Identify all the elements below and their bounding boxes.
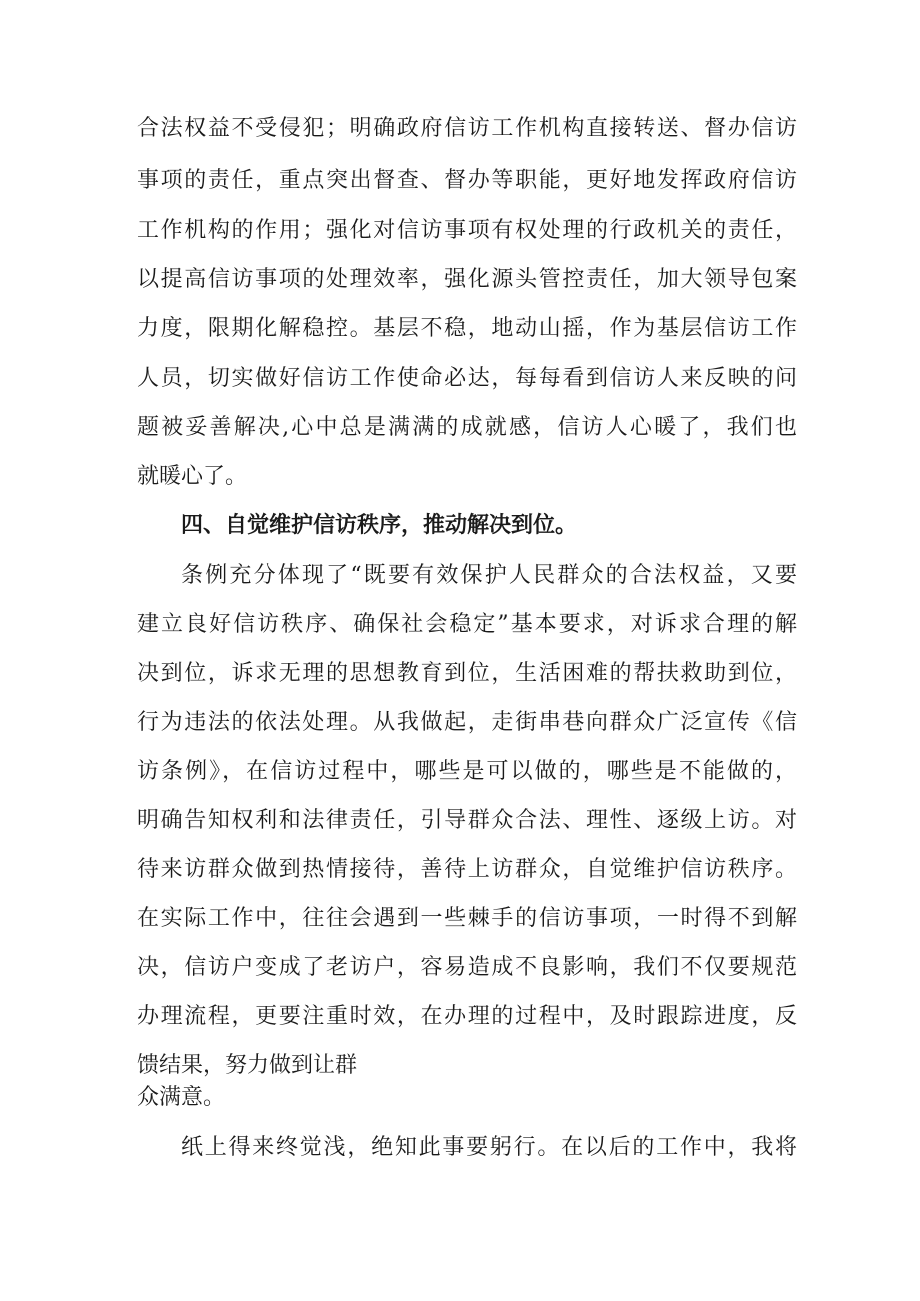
paragraph-line: 事项的责任，重点突出督查、督办等职能，更好地发挥政府信访 xyxy=(137,168,797,193)
paragraph-line: 以提高信访事项的处理效率，强化源头管控责任，加大领导包案 xyxy=(137,267,797,292)
paragraph-line: 纸上得来终觉浅，绝知此事要躬行。在以后的工作中，我将 xyxy=(181,1135,797,1160)
paragraph-line: 待来访群众做到热情接待，善待上访群众，自觉维护信访秩序。 xyxy=(137,857,797,882)
paragraph-line: 办理流程，更要注重时效，在办理的过程中，及时跟踪进度，反 xyxy=(137,1004,797,1029)
section-heading: 四、自觉维护信访秩序，推动解决到位。 xyxy=(181,513,578,538)
paragraph-line: 建立良好信访秩序、确保社会稳定”基本要求，对诉求合理的解 xyxy=(137,612,797,637)
paragraph-line: 条例充分体现了“既要有效保护人民群众的合法权益，又要 xyxy=(181,563,797,588)
paragraph-line: 力度，限期化解稳控。基层不稳，地动山摇，作为基层信访工作 xyxy=(137,316,797,341)
paragraph-line: 人员，切实做好信访工作使命必达，每每看到信访人来反映的问 xyxy=(137,366,797,391)
paragraph-line: 众满意。 xyxy=(137,1085,226,1110)
paragraph-line: 题被妥善解决,心中总是满满的成就感，信访人心暖了，我们也 xyxy=(137,415,797,440)
paragraph-line: 行为违法的依法处理。从我做起，走街串巷向群众广泛宣传《信 xyxy=(137,710,797,735)
paragraph-line: 决，信访户变成了老访户，容易造成不良影响，我们不仅要规范 xyxy=(137,955,797,980)
paragraph-line: 访条例》，在信访过程中，哪些是可以做的，哪些是不能做的， xyxy=(137,759,797,784)
paragraph-line: 就暖心了。 xyxy=(137,464,248,489)
paragraph-line: 决到位，诉求无理的思想教育到位，生活困难的帮扶救助到位， xyxy=(137,661,797,686)
paragraph-line: 合法权益不受侵犯；明确政府信访工作机构直接转送、督办信访 xyxy=(137,116,797,141)
paragraph-line: 馈结果，努力做到让群 xyxy=(137,1053,358,1078)
paragraph-line: 在实际工作中，往往会遇到一些棘手的信访事项，一时得不到解 xyxy=(137,906,797,931)
paragraph-line: 明确告知权利和法律责任，引导群众合法、理性、逐级上访。对 xyxy=(137,808,797,833)
paragraph-line: 工作机构的作用；强化对信访事项有权处理的行政机关的责任， xyxy=(137,218,797,243)
